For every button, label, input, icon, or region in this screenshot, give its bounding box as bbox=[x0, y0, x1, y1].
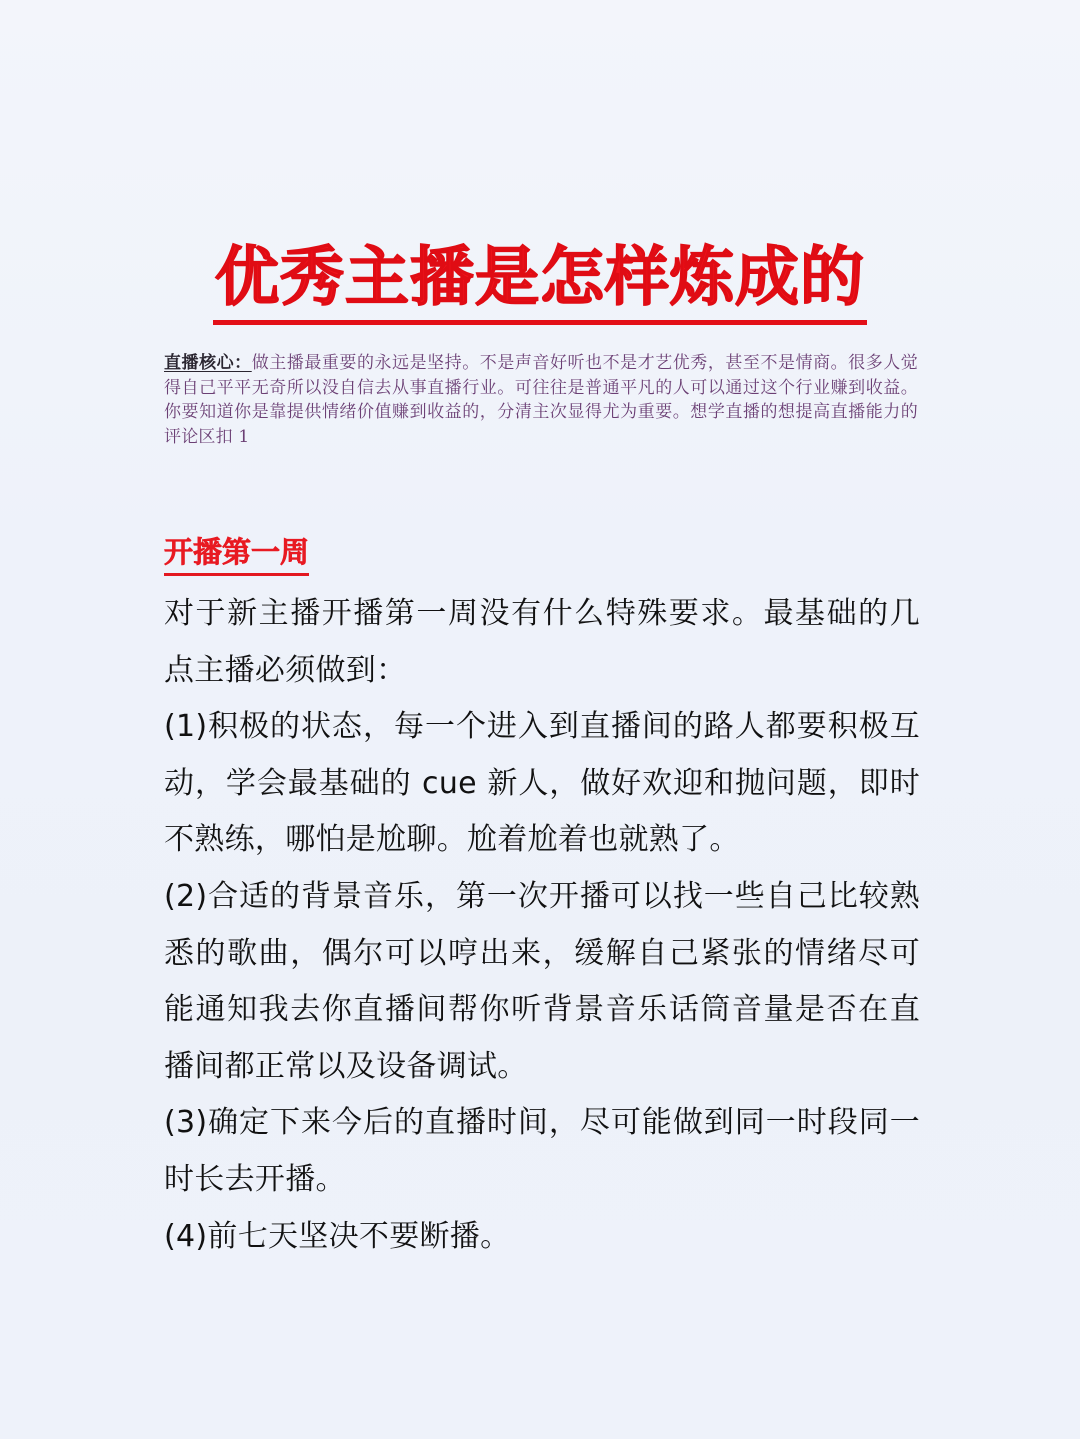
body-paragraph-2: (2)合适的背景音乐，第一次开播可以找一些自己比较熟悉的歌曲，偶尔可以哼出来，缓解自己紧张的情绪尽可能通知我去你直播间帮你听背景音乐话筒音量是否在直播间都正常以及设备调试。 bbox=[164, 878, 920, 1084]
intro-paragraph bbox=[164, 351, 918, 449]
intro-lead: 直播核心： bbox=[164, 353, 252, 373]
section-heading bbox=[164, 532, 309, 576]
body-paragraph-4: (4)前七天坚决不要断播。 bbox=[164, 1218, 511, 1254]
page-title bbox=[0, 238, 1080, 325]
page-title-text: 优秀主播是怎样炼成的 bbox=[213, 238, 867, 325]
section-body bbox=[164, 586, 920, 1265]
body-paragraph-1: (1)积极的状态，每一个进入到直播间的路人都要积极互动，学会最基础的 cue 新人，做好欢迎和抛问题，即时不熟练，哪怕是尬聊。尬着尬着也就熟了。 bbox=[164, 709, 920, 858]
body-paragraph-intro: 对于新主播开播第一周没有什么特殊要求。最基础的几点主播必须做到： bbox=[164, 596, 920, 688]
intro-text: 做主播最重要的永远是坚持。不是声音好听也不是才艺优秀，甚至不是情商。很多人觉得自己平平无奇所以没自信去从事直播行业。可往往是普通平凡的人可以通过这个行业赚到收益。你要知道你是靠提供情绪价值赚到收益的，分清主次显得尤为重要。想学直播的想提高直播能力的评论区扣 1 bbox=[164, 353, 918, 447]
section-heading-text: 开播第一周 bbox=[164, 532, 309, 576]
body-paragraph-3: (3)确定下来今后的直播时间，尽可能做到同一时段同一时长去开播。 bbox=[164, 1105, 920, 1197]
